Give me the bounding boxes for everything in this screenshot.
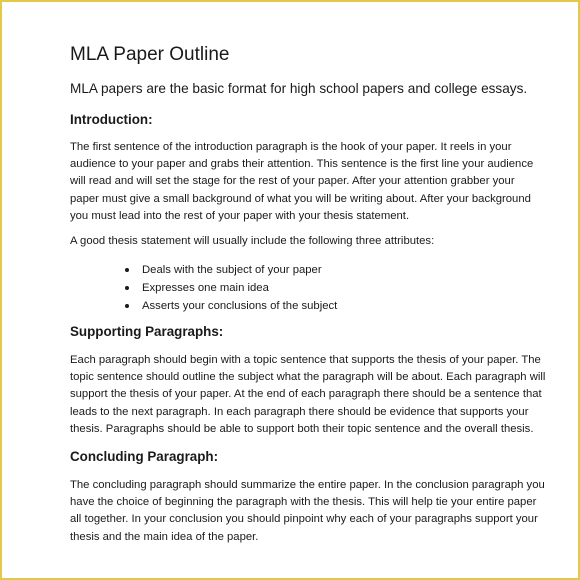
thesis-note <box>70 233 548 250</box>
paragraph-line: will read and will set the stage for the rest of your paper. After your attention grabber your <box>70 175 515 188</box>
thesis-attributes-list <box>122 261 337 315</box>
concluding-paragraph <box>70 477 548 546</box>
paragraph-line: Each paragraph should begin with a topic sentence that supports the thesis of your paper. The <box>70 354 541 366</box>
paragraph-line: thesis. Paragraphs should be able to support both their topic sentence and the overall thesis. <box>70 422 534 435</box>
list-item: Expresses one main idea <box>122 279 337 297</box>
paragraph-line: A good thesis statement will usually include the following three attributes: <box>70 235 435 247</box>
list-item: Deals with the subject of your paper <box>122 261 337 279</box>
paragraph-line: topic sentence should outline the subject what the paragraph will be about. Each paragraph will <box>70 371 546 384</box>
paragraph-line: audience to your paper and grabs their attention. This sentence is the first line your audience <box>70 158 534 171</box>
document-title: MLA Paper Outline <box>70 44 230 65</box>
paragraph-line: The concluding paragraph should summarize the entire paper. In the conclusion paragraph you <box>70 479 545 491</box>
list-item: Asserts your conclusions of the subject <box>122 297 337 315</box>
paragraph-line: paper must give a small background of what you will be writing about. After your background <box>70 192 531 205</box>
supporting-paragraph <box>70 352 548 438</box>
paragraph-line: all together. In your conclusion you should pinpoint why each of your paragraphs support your <box>70 513 538 526</box>
document-intro: MLA papers are the basic format for high school papers and college essays. <box>70 81 528 96</box>
paragraph-line: leads to the next paragraph. In each paragraph there should be evidence that supports your <box>70 405 529 418</box>
introduction-heading: Introduction: <box>70 112 153 127</box>
paragraph-line: The first sentence of the introduction paragraph is the hook of your paper. It reels in your <box>70 141 512 153</box>
paragraph-line: you must lead into the rest of your paper with your thesis statement. <box>70 209 410 222</box>
paragraph-line: have the choice of beginning the paragraph with the thesis. This will help tie your entire paper <box>70 496 537 509</box>
paragraph-line: thesis and the main idea of the paper. <box>70 530 259 543</box>
paragraph-line: support the thesis of your paper. At the end of each paragraph there should be a sentence that <box>70 388 542 401</box>
supporting-heading: Supporting Paragraphs: <box>70 324 224 339</box>
introduction-paragraph <box>70 139 548 225</box>
concluding-heading: Concluding Paragraph: <box>70 449 219 464</box>
